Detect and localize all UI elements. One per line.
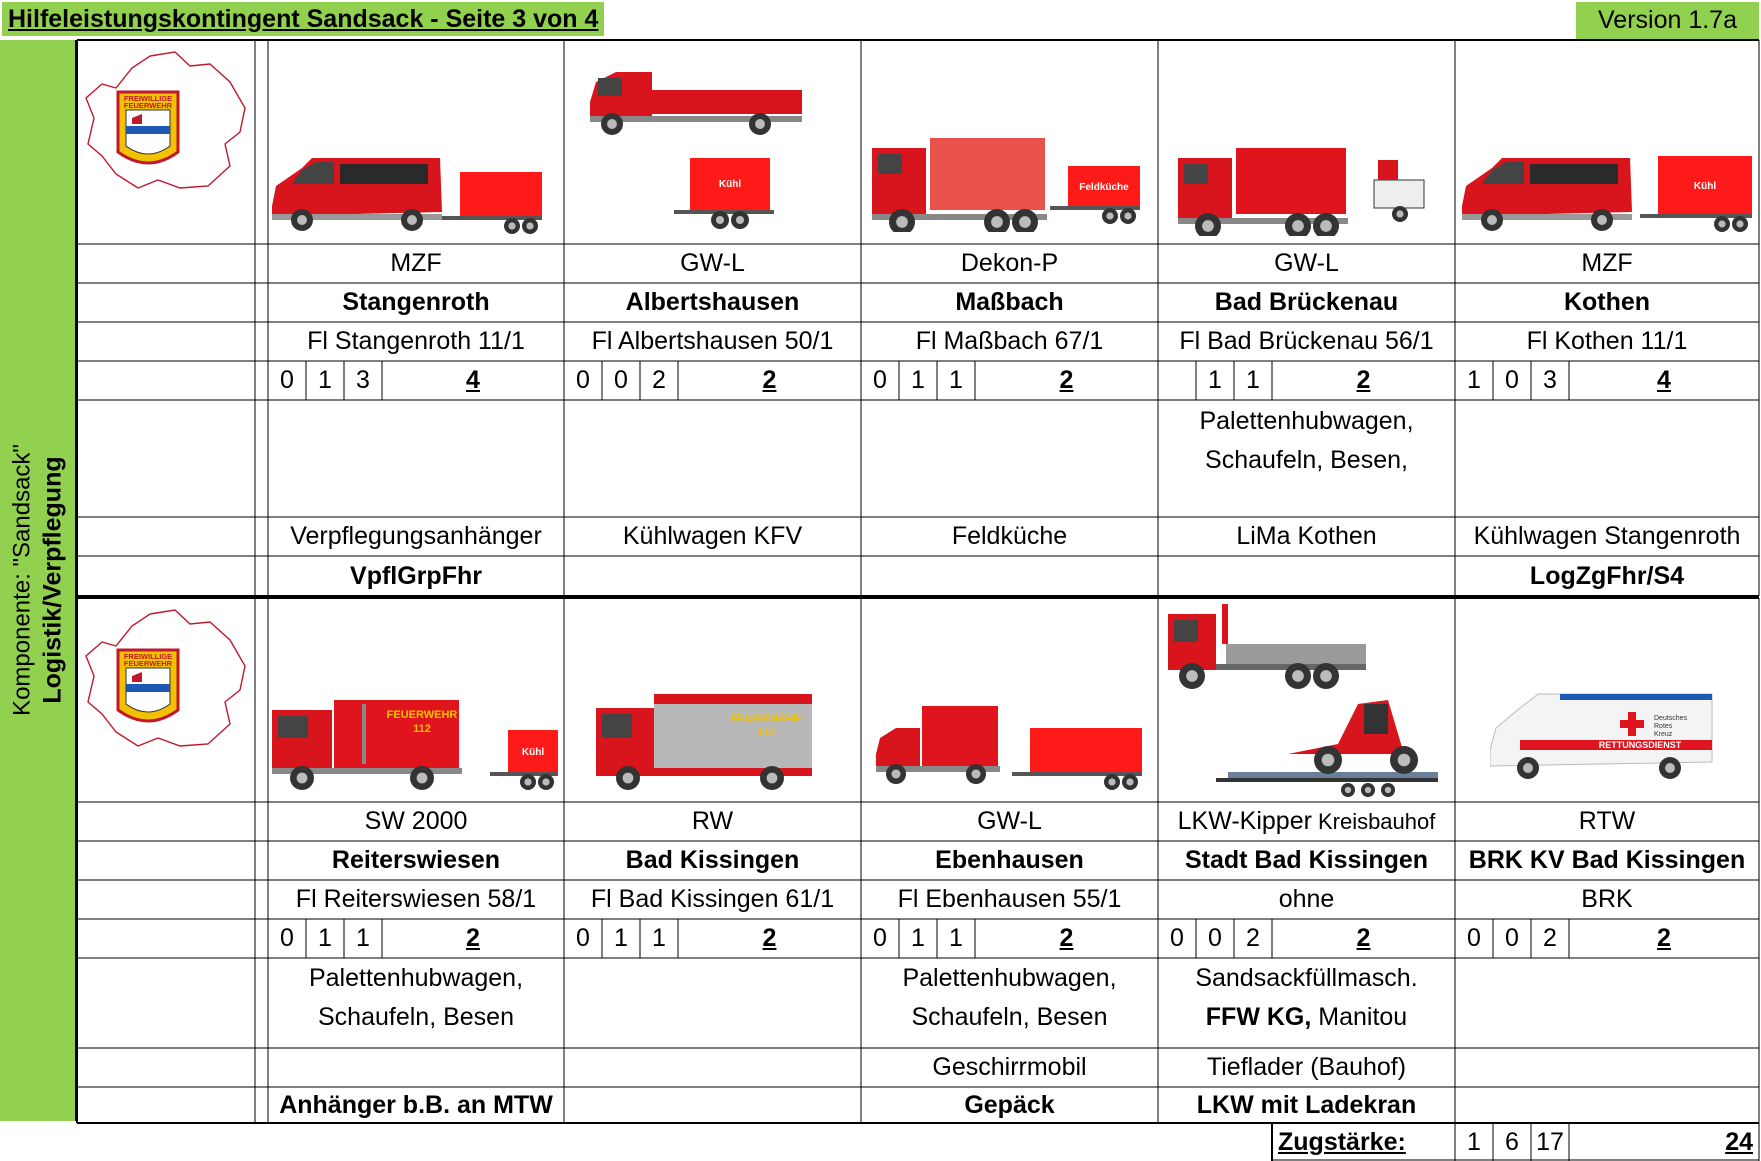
unit-typ-extra: Kreisbauhof <box>1317 809 1436 834</box>
vehicle-gwl-bad-brueckenau <box>1178 140 1438 236</box>
trailer-label: Kühl <box>521 747 545 758</box>
ausruestung-line: Sandsackfüllmasch. <box>1195 964 1418 992</box>
logo-text: FEUERWEHR <box>123 101 173 110</box>
unit-feuerwehr: BRK KV Bad Kissingen <box>1468 846 1746 874</box>
crew-count: 0 <box>280 366 294 394</box>
unit-funkrufname: Fl Reiterswiesen 58/1 <box>295 885 537 913</box>
crew-total: 2 <box>466 924 480 952</box>
ausruestung-line: Schaufeln, Besen <box>318 1003 514 1031</box>
ausruestung-bold: FFW KG, <box>1205 1003 1312 1031</box>
ausruestung-line: Palettenhubwagen, <box>902 964 1117 992</box>
vehicle-lettering: FEUERWEHR <box>386 709 458 721</box>
vehicle-dekon-p-massbach <box>872 138 1152 232</box>
crew-total: 2 <box>1356 924 1371 952</box>
crew-count: 3 <box>356 366 370 394</box>
unit-anhaenger: Geschirrmobil <box>932 1053 1087 1081</box>
crew-total: 2 <box>762 366 777 394</box>
trailer-label: Feldküche <box>1079 182 1129 193</box>
logo-text: FREIWILLIGE <box>123 94 173 103</box>
crew-count: 0 <box>873 366 887 394</box>
ausruestung-line: Palettenhubwagen, <box>308 964 524 992</box>
crew-count: 1 <box>614 924 628 952</box>
ausruestung-line: Schaufeln, Besen, <box>1205 446 1408 474</box>
unit-bemerkung: Gepäck <box>964 1091 1055 1119</box>
unit-funkrufname: Fl Stangenroth 11/1 <box>307 327 525 355</box>
crew-count: 2 <box>1543 924 1557 952</box>
unit-bemerkung: VpflGrpFhr <box>350 562 482 590</box>
vehicle-mzf-stangenroth <box>272 150 560 236</box>
crew-total: 4 <box>1657 366 1671 394</box>
vehicle-lettering: Kreuz <box>1654 731 1673 738</box>
trailer-label: Kühl <box>1693 181 1717 192</box>
crew-count: 1 <box>1208 366 1222 394</box>
crew-total: 2 <box>1356 366 1371 394</box>
vehicle-rw-bad-kissingen <box>596 694 818 790</box>
unit-bemerkung <box>564 556 861 596</box>
crew-total: 2 <box>1059 924 1074 952</box>
crew-count: 1 <box>911 924 925 952</box>
crew-count: 0 <box>280 924 294 952</box>
unit-typ <box>1455 802 1759 841</box>
unit-typ <box>861 244 1158 283</box>
unit-anhaenger: LiMa Kothen <box>1236 522 1377 550</box>
unit-feuerwehr: Bad Kissingen <box>625 846 800 874</box>
crew-count: 1 <box>652 924 666 952</box>
unit-bemerkung: LKW mit Ladekran <box>1196 1091 1417 1119</box>
crew-count: 0 <box>576 924 590 952</box>
zugstaerke-total: 24 <box>1725 1128 1753 1156</box>
crew-count: 0 <box>1170 924 1184 952</box>
crew-count: 0 <box>1505 366 1519 394</box>
unit-typ <box>564 802 861 841</box>
vehicle-lkw-kipper-kreisbauhof <box>1168 604 1450 800</box>
unit-feuerwehr: Ebenhausen <box>935 846 1084 874</box>
unit-feuerwehr: Kothen <box>1563 288 1651 316</box>
unit-typ-value: RTW <box>1578 807 1636 835</box>
unit-feuerwehr: Reiterswiesen <box>331 846 501 874</box>
vehicle-lettering: Deutsches <box>1654 715 1688 722</box>
unit-anhaenger <box>564 1048 861 1087</box>
unit-funkrufname: BRK <box>1581 885 1633 913</box>
unit-typ <box>861 802 1158 841</box>
unit-bemerkung: Anhänger b.B. an MTW <box>279 1091 553 1119</box>
unit-feuerwehr: Stadt Bad Kissingen <box>1184 846 1429 874</box>
crew-count: 0 <box>614 366 628 394</box>
crew-count: 1 <box>1246 366 1260 394</box>
unit-feuerwehr: Stangenroth <box>342 288 490 316</box>
unit-funkrufname: Fl Kothen 11/1 <box>1526 327 1688 355</box>
unit-typ <box>1158 244 1455 283</box>
unit-anhaenger <box>1455 1048 1759 1087</box>
unit-ausruestung <box>268 959 564 1037</box>
unit-feuerwehr: Bad Brückenau <box>1214 288 1399 316</box>
unit-typ-value: GW-L <box>680 249 745 277</box>
zugstaerke-value: 1 <box>1467 1128 1481 1156</box>
unit-ausruestung <box>861 959 1158 1037</box>
unit-bemerkung <box>1455 1087 1759 1123</box>
sidebar-component-label: Komponente: "Sandsack" <box>8 444 36 716</box>
unit-funkrufname: Fl Maßbach 67/1 <box>915 327 1104 355</box>
crew-count: 2 <box>652 366 666 394</box>
crew-count: 0 <box>1505 924 1519 952</box>
unit-typ <box>1158 802 1455 841</box>
crew-total: 4 <box>466 366 480 394</box>
unit-anhaenger: Verpflegungsanhänger <box>290 522 542 550</box>
logo-text: FREIWILLIGE <box>123 652 173 661</box>
logo-text: FEUERWEHR <box>123 659 173 668</box>
vehicle-mzf-kothen <box>1462 150 1758 236</box>
unit-typ-value: MZF <box>1581 249 1633 277</box>
crew-count: 3 <box>1543 366 1557 394</box>
unit-feuerwehr: Maßbach <box>955 288 1064 316</box>
unit-ausruestung <box>1158 959 1455 1037</box>
fire-brigade-logo <box>80 606 250 754</box>
unit-typ <box>268 244 564 283</box>
crew-count: 1 <box>1467 366 1481 394</box>
vehicle-lettering: FEUERWEHR <box>730 713 802 725</box>
zugstaerke-label: Zugstärke: <box>1278 1128 1406 1156</box>
unit-typ <box>564 244 861 283</box>
vehicle-gwl-albertshausen <box>590 72 810 232</box>
crew-count: 0 <box>576 366 590 394</box>
ausruestung-rest: Manitou <box>1311 1003 1408 1031</box>
unit-anhaenger: Kühlwagen KFV <box>622 522 803 550</box>
crew-count: 2 <box>1246 924 1260 952</box>
unit-anhaenger <box>268 1048 564 1087</box>
unit-bemerkung <box>564 1087 861 1123</box>
ausruestung-line: Palettenhubwagen, <box>1199 407 1414 435</box>
vehicle-lettering: Rotes <box>1654 723 1673 730</box>
unit-typ <box>268 802 564 841</box>
unit-anhaenger: Feldküche <box>951 522 1068 550</box>
unit-bemerkung <box>1158 556 1455 596</box>
ausruestung-line: Schaufeln, Besen <box>911 1003 1108 1031</box>
page-title: Hilfeleistungskontingent Sandsack - Seite 3 von 4 <box>2 2 604 36</box>
trailer-label: Kühl <box>718 179 742 190</box>
unit-funkrufname: Fl Bad Brückenau 56/1 <box>1179 327 1434 355</box>
unit-typ-value: Dekon-P <box>960 249 1059 277</box>
unit-funkrufname: ohne <box>1278 885 1335 913</box>
unit-typ-value: RW <box>691 807 734 835</box>
ausruestung-line <box>1158 998 1455 1037</box>
fire-brigade-logo <box>80 48 250 196</box>
crew-total: 2 <box>762 924 777 952</box>
vehicle-lettering: 112 <box>413 723 431 735</box>
unit-funkrufname: Fl Ebenhausen 55/1 <box>897 885 1122 913</box>
crew-count: 1 <box>318 366 332 394</box>
unit-anhaenger: Tieflader (Bauhof) <box>1206 1053 1407 1081</box>
crew-count: 0 <box>1467 924 1481 952</box>
unit-typ-value: LKW-Kipper <box>1177 807 1312 835</box>
vehicle-sw2000-reiterswiesen <box>272 700 562 790</box>
unit-funkrufname: Fl Albertshausen 50/1 <box>591 327 834 355</box>
unit-bemerkung <box>861 556 1158 596</box>
unit-typ-value: SW 2000 <box>364 807 468 835</box>
sidebar-category-label: Logistik/Verpflegung <box>38 456 67 704</box>
crew-count: 1 <box>949 366 963 394</box>
crew-count: 1 <box>949 924 963 952</box>
zugstaerke-value: 17 <box>1536 1128 1564 1156</box>
crew-count: 0 <box>1208 924 1222 952</box>
unit-anhaenger: Kühlwagen Stangenroth <box>1473 522 1741 550</box>
crew-count: 1 <box>318 924 332 952</box>
unit-ausruestung <box>1158 402 1455 480</box>
vehicle-lettering: RETTUNGSDIENST <box>1598 740 1682 750</box>
vehicle-lettering: 112 <box>757 727 775 739</box>
vehicle-gwl-ebenhausen <box>876 704 1158 790</box>
crew-total: 2 <box>1059 366 1074 394</box>
crew-count: 0 <box>873 924 887 952</box>
unit-bemerkung: LogZgFhr/S4 <box>1529 562 1685 590</box>
crew-count <box>1158 361 1196 400</box>
unit-typ-value: GW-L <box>977 807 1042 835</box>
unit-funkrufname: Fl Bad Kissingen 61/1 <box>590 885 835 913</box>
crew-total: 2 <box>1657 924 1671 952</box>
version-badge: Version 1.7a <box>1576 2 1759 39</box>
unit-typ <box>1455 244 1759 283</box>
crew-count: 1 <box>356 924 370 952</box>
unit-typ-value: GW-L <box>1274 249 1339 277</box>
vehicle-rtw-brk <box>1490 690 1716 784</box>
unit-typ-value: MZF <box>390 249 442 277</box>
zugstaerke-value: 6 <box>1505 1128 1519 1156</box>
crew-count: 1 <box>911 366 925 394</box>
unit-feuerwehr: Albertshausen <box>625 288 800 316</box>
